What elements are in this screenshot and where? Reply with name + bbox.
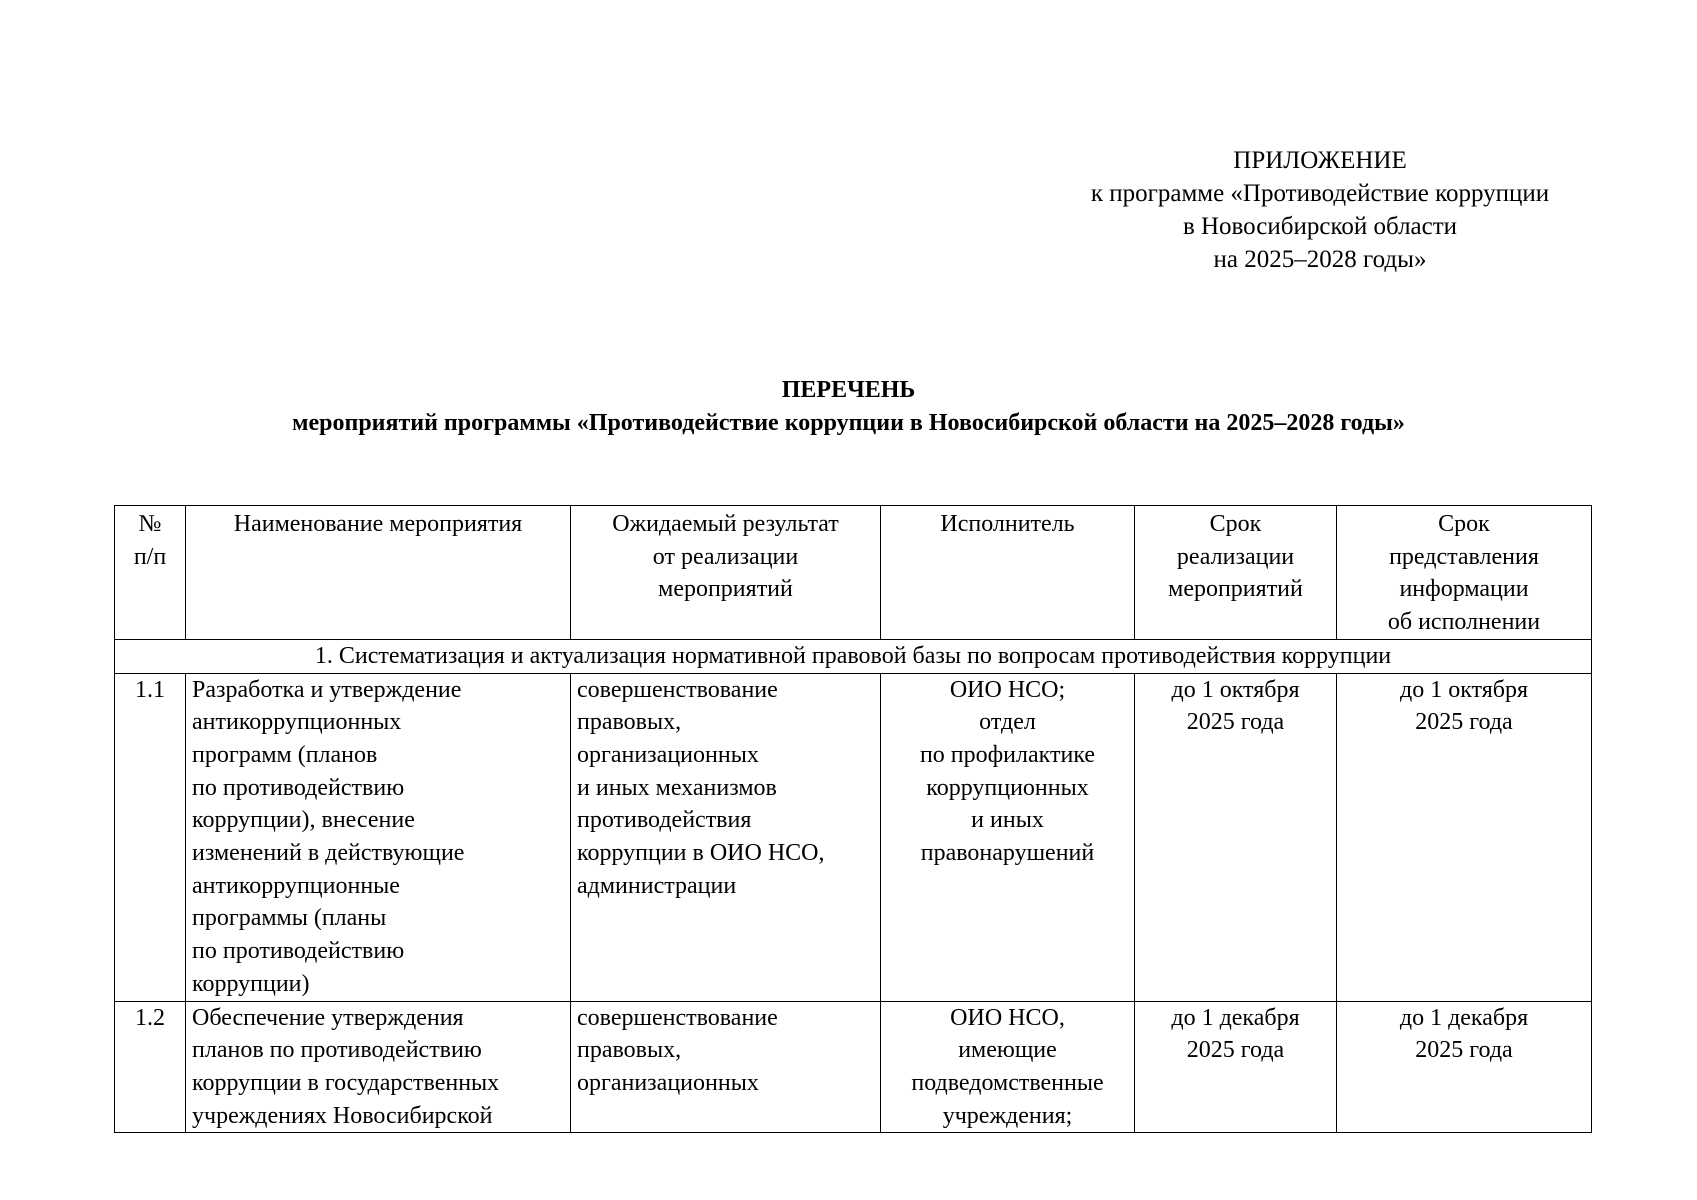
measures-table xyxy=(114,505,1592,1133)
header-line: мероприятий xyxy=(658,576,793,603)
appendix-line: к программе «Противодействие коррупции xyxy=(1090,180,1550,207)
appendix-line: в Новосибирской области xyxy=(1182,213,1458,240)
row-report-term xyxy=(1337,1001,1592,1133)
cell-line: коррупции) xyxy=(192,970,310,997)
row-number: 1.1 xyxy=(115,673,186,1001)
header-report-term xyxy=(1337,506,1592,640)
row-result xyxy=(571,1001,881,1133)
cell-line: совершенствование xyxy=(577,676,778,703)
header-line: от реализации xyxy=(652,543,799,570)
header-line: п/п xyxy=(133,543,167,570)
cell-line: правонарушений xyxy=(920,840,1095,867)
cell-line: Обеспечение утверждения xyxy=(192,1004,464,1031)
cell-line: программ (планов xyxy=(192,741,378,768)
row-name xyxy=(186,1001,571,1133)
cell-line: по противодействию xyxy=(192,774,405,801)
header-line: Ожидаемый результат xyxy=(612,511,839,537)
cell-line: 2025 года xyxy=(1415,1037,1513,1064)
cell-line: подведомственные xyxy=(911,1069,1104,1096)
header-line: мероприятий xyxy=(1168,576,1303,603)
header-line: реализации xyxy=(1176,543,1295,570)
header-name xyxy=(186,506,571,640)
row-name xyxy=(186,673,571,1001)
cell-line: коррупционных xyxy=(926,774,1089,801)
title-main: ПЕРЕЧЕНЬ xyxy=(781,377,916,403)
cell-line: антикоррупционные xyxy=(192,872,400,899)
appendix-block xyxy=(1040,144,1600,276)
cell-line: противодействия xyxy=(577,807,752,834)
section-row xyxy=(115,639,1592,673)
cell-line: до 1 декабря xyxy=(1171,1004,1300,1031)
table-row xyxy=(115,1001,1592,1133)
cell-line: правовых, xyxy=(577,1037,682,1064)
cell-line: Разработка и утверждение xyxy=(192,676,462,703)
row-term xyxy=(1135,1001,1337,1133)
table-header-row xyxy=(115,506,1592,640)
cell-line: планов по противодействию xyxy=(192,1037,482,1064)
header-line: Срок xyxy=(1438,511,1490,537)
header-term xyxy=(1135,506,1337,640)
header-number xyxy=(115,506,186,640)
cell-line: антикоррупционных xyxy=(192,709,402,736)
title-sub: мероприятий программы «Противодействие коррупции в Новосибирской области на 2025–2028 годы» xyxy=(292,410,1405,436)
cell-line: 2025 года xyxy=(1415,709,1513,736)
cell-line: организационных xyxy=(577,741,759,768)
cell-line: 2025 года xyxy=(1186,1037,1285,1064)
appendix-line: на 2025–2028 годы» xyxy=(1213,246,1427,273)
header-line: Исполнитель xyxy=(940,511,1075,537)
cell-line: до 1 октября xyxy=(1171,676,1300,703)
cell-line: коррупции), внесение xyxy=(192,807,415,834)
row-executor xyxy=(881,673,1135,1001)
appendix-line: ПРИЛОЖЕНИЕ xyxy=(1233,147,1407,174)
cell-line: учреждениях Новосибирской xyxy=(192,1102,493,1129)
header-line: Наименование мероприятия xyxy=(233,511,523,537)
cell-line: до 1 декабря xyxy=(1399,1004,1529,1031)
cell-line: совершенствование xyxy=(577,1004,778,1031)
cell-line: и иных xyxy=(971,807,1044,834)
row-number: 1.2 xyxy=(115,1001,186,1133)
cell-line: до 1 октября xyxy=(1399,676,1528,703)
row-result xyxy=(571,673,881,1001)
cell-line: отдел xyxy=(979,709,1036,736)
section-heading: 1. Систематизация и актуализация нормативной правовой базы по вопросам противодействия коррупции xyxy=(115,639,1592,673)
header-executor xyxy=(881,506,1135,640)
cell-line: администрации xyxy=(577,872,737,899)
cell-line: учреждения; xyxy=(942,1102,1073,1129)
cell-line: коррупции в ОИО НСО, xyxy=(577,840,825,867)
cell-line: правовых, xyxy=(577,709,682,736)
header-result xyxy=(571,506,881,640)
cell-line: имеющие xyxy=(958,1037,1057,1064)
cell-line: организационных xyxy=(577,1069,759,1096)
cell-line: коррупции в государственных xyxy=(192,1069,500,1096)
cell-line: 2025 года xyxy=(1186,709,1285,736)
cell-line: ОИО НСО, xyxy=(950,1004,1065,1031)
row-report-term xyxy=(1337,673,1592,1001)
table-row xyxy=(115,673,1592,1001)
header-line: информации xyxy=(1399,576,1529,603)
header-line: представления xyxy=(1389,543,1539,570)
cell-line: ОИО НСО; xyxy=(949,676,1066,703)
header-line: об исполнении xyxy=(1387,609,1541,636)
cell-line: по противодействию xyxy=(192,938,405,965)
row-executor xyxy=(881,1001,1135,1133)
row-term xyxy=(1135,673,1337,1001)
cell-line: программы (планы xyxy=(192,905,387,932)
cell-line: по профилактике xyxy=(919,741,1096,768)
cell-line: и иных механизмов xyxy=(577,774,777,801)
document-title xyxy=(0,374,1697,440)
header-line: Срок xyxy=(1209,511,1262,537)
cell-line: изменений в действующие xyxy=(192,840,465,867)
header-line: № xyxy=(138,511,162,537)
